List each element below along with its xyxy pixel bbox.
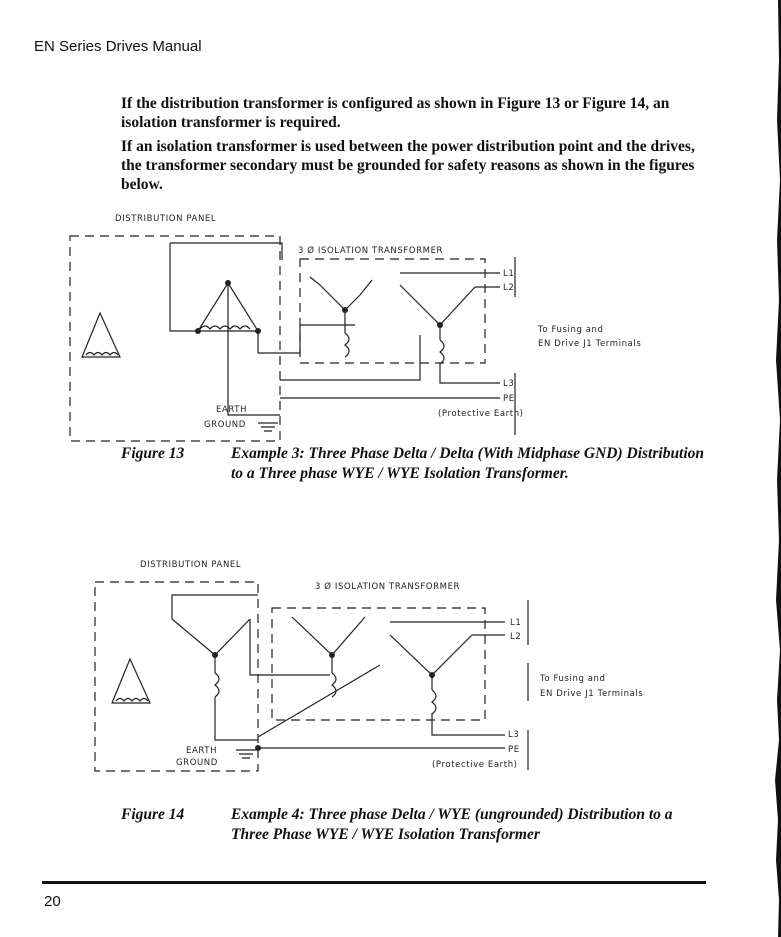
panel-label: DISTRIBUTION PANEL xyxy=(140,560,242,570)
l2-label: L2 xyxy=(510,632,522,642)
l1-label: L1 xyxy=(503,269,515,279)
to-fusing-label: To Fusing and xyxy=(540,674,606,684)
pe-label: PE xyxy=(508,745,520,755)
en-drive-label: EN Drive J1 Terminals xyxy=(540,689,644,699)
transformer-box xyxy=(300,259,485,363)
en-drive-label: EN Drive J1 Terminals xyxy=(538,339,642,349)
paragraph-1: If the distribution transformer is configured as shown in Figure 13 or Figure 14, an isolation transformer is required. xyxy=(121,95,670,131)
distribution-panel-box xyxy=(70,236,280,441)
distribution-panel-box xyxy=(95,582,258,771)
transformer-label: 3 Ø ISOLATION TRANSFORMER xyxy=(315,582,461,592)
l3-label: L3 xyxy=(508,730,520,740)
transformer-box xyxy=(272,608,485,720)
transformer-label: 3 Ø ISOLATION TRANSFORMER xyxy=(298,246,444,256)
earth-label: EARTH xyxy=(186,746,218,756)
panel-label: DISTRIBUTION PANEL xyxy=(115,214,217,224)
delta-symbol xyxy=(82,313,120,357)
torn-page-edge xyxy=(773,0,781,937)
figure-13-diagram xyxy=(0,205,781,455)
l3-label: L3 xyxy=(503,379,515,389)
figure-13-caption: Example 3: Three Phase Delta / Delta (With Midphase GND) Distribution to a Three phase WYE / WYE Isolation Transformer. xyxy=(231,445,705,482)
pe-label: PE xyxy=(503,394,515,404)
to-fusing-label: To Fusing and xyxy=(538,325,604,335)
paragraph-2: If an isolation transformer is used between the power distribution point and the drives, the transformer secondary must be grounded for safety reasons as shown in the figures below. xyxy=(121,138,695,193)
figure-13-label: Figure 13 xyxy=(121,445,185,462)
ground-label: GROUND xyxy=(176,758,218,768)
protective-earth-label: (Protective Earth) xyxy=(438,409,524,419)
figure-14-diagram xyxy=(0,555,781,785)
ground-label: GROUND xyxy=(204,420,246,430)
earth-label: EARTH xyxy=(216,405,248,415)
figure-14-caption: Example 4: Three phase Delta / WYE (ungrounded) Distribution to a Three Phase WYE / WYE Isolation Transformer xyxy=(231,806,673,843)
footer-rule xyxy=(42,881,706,884)
delta-symbol xyxy=(112,659,150,703)
l1-label: L1 xyxy=(510,618,522,628)
figure-14-label: Figure 14 xyxy=(121,806,185,823)
protective-earth-label: (Protective Earth) xyxy=(432,760,518,770)
l2-label: L2 xyxy=(503,283,515,293)
page-number: 20 xyxy=(44,893,61,910)
page-header: EN Series Drives Manual xyxy=(34,38,202,55)
